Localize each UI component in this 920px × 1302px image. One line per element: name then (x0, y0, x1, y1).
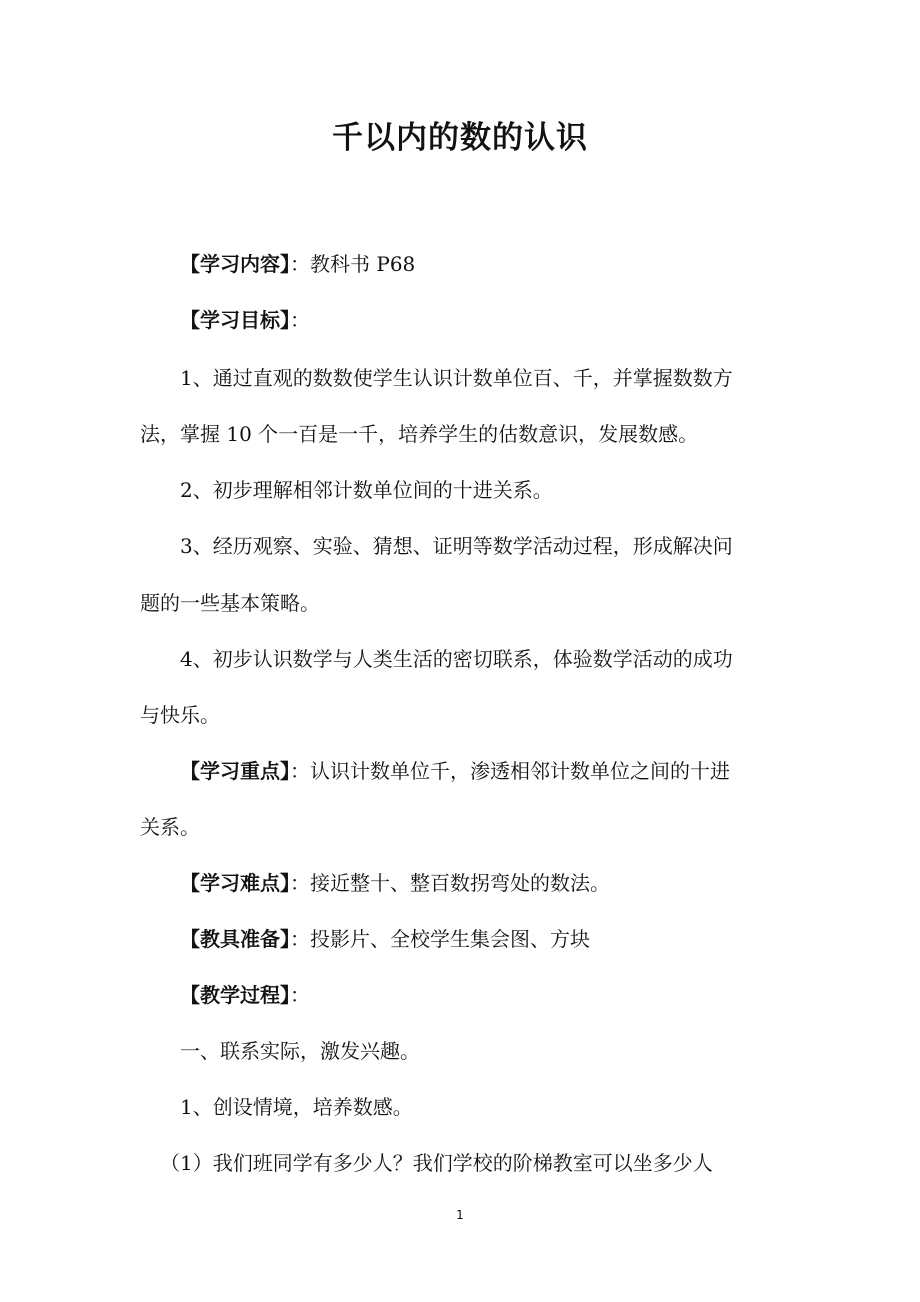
paragraph-text: ：认识计数单位千，渗透相邻计数单位之间的十进 (290, 759, 730, 783)
paragraph-line: 2、初步理解相邻计数单位间的十进关系。 (180, 478, 553, 502)
paragraph-text: ：教科书 P68 (290, 252, 416, 276)
paragraph-line: 与快乐。 (140, 703, 220, 727)
paragraph-line: 关系。 (140, 815, 200, 839)
section-label: 【学习难点】 (180, 871, 290, 895)
paragraph-learning-content (180, 250, 840, 278)
paragraph-text: ：投影片、全校学生集会图、方块 (290, 927, 590, 951)
section-heading: 一、联系实际，激发兴趣。 (180, 1039, 420, 1063)
paragraph-line: 4、初步认识数学与人类生活的密切联系，体验数学活动的成功 (180, 647, 733, 671)
document-title: 千以内的数的认识 (332, 120, 588, 156)
paragraph-line: 3、经历观察、实验、猜想、证明等数学活动过程，形成解决问 (180, 534, 733, 558)
section-label: 【学习目标】 (180, 308, 290, 332)
paragraph-teaching-process (180, 981, 840, 1009)
paragraph-text: ： (290, 983, 310, 1007)
paragraph-line: 题的一些基本策略。 (140, 591, 320, 615)
paragraph-key-points (180, 757, 840, 785)
section-label: 【教学过程】 (180, 983, 290, 1007)
paragraph-line: （1）我们班同学有多少人？我们学校的阶梯教室可以坐多少人 (160, 1151, 713, 1175)
paragraph-learning-goals (180, 306, 840, 334)
paragraph-text: ： (290, 308, 310, 332)
paragraph-difficulties (180, 869, 840, 897)
paragraph-text: ：接近整十、整百数拐弯处的数法。 (290, 871, 610, 895)
paragraph-teaching-aids (180, 925, 840, 953)
paragraph-line: 1、通过直观的数数使学生认识计数单位百、千，并掌握数数方 (180, 366, 733, 390)
paragraph-line: 法，掌握 10 个一百是一千，培养学生的估数意识，发展数感。 (140, 422, 699, 446)
section-label: 【教具准备】 (180, 927, 290, 951)
section-label: 【学习重点】 (180, 759, 290, 783)
page-number: 1 (456, 1208, 464, 1222)
subsection-heading: 1、创设情境，培养数感。 (180, 1095, 413, 1119)
section-label: 【学习内容】 (180, 252, 290, 276)
